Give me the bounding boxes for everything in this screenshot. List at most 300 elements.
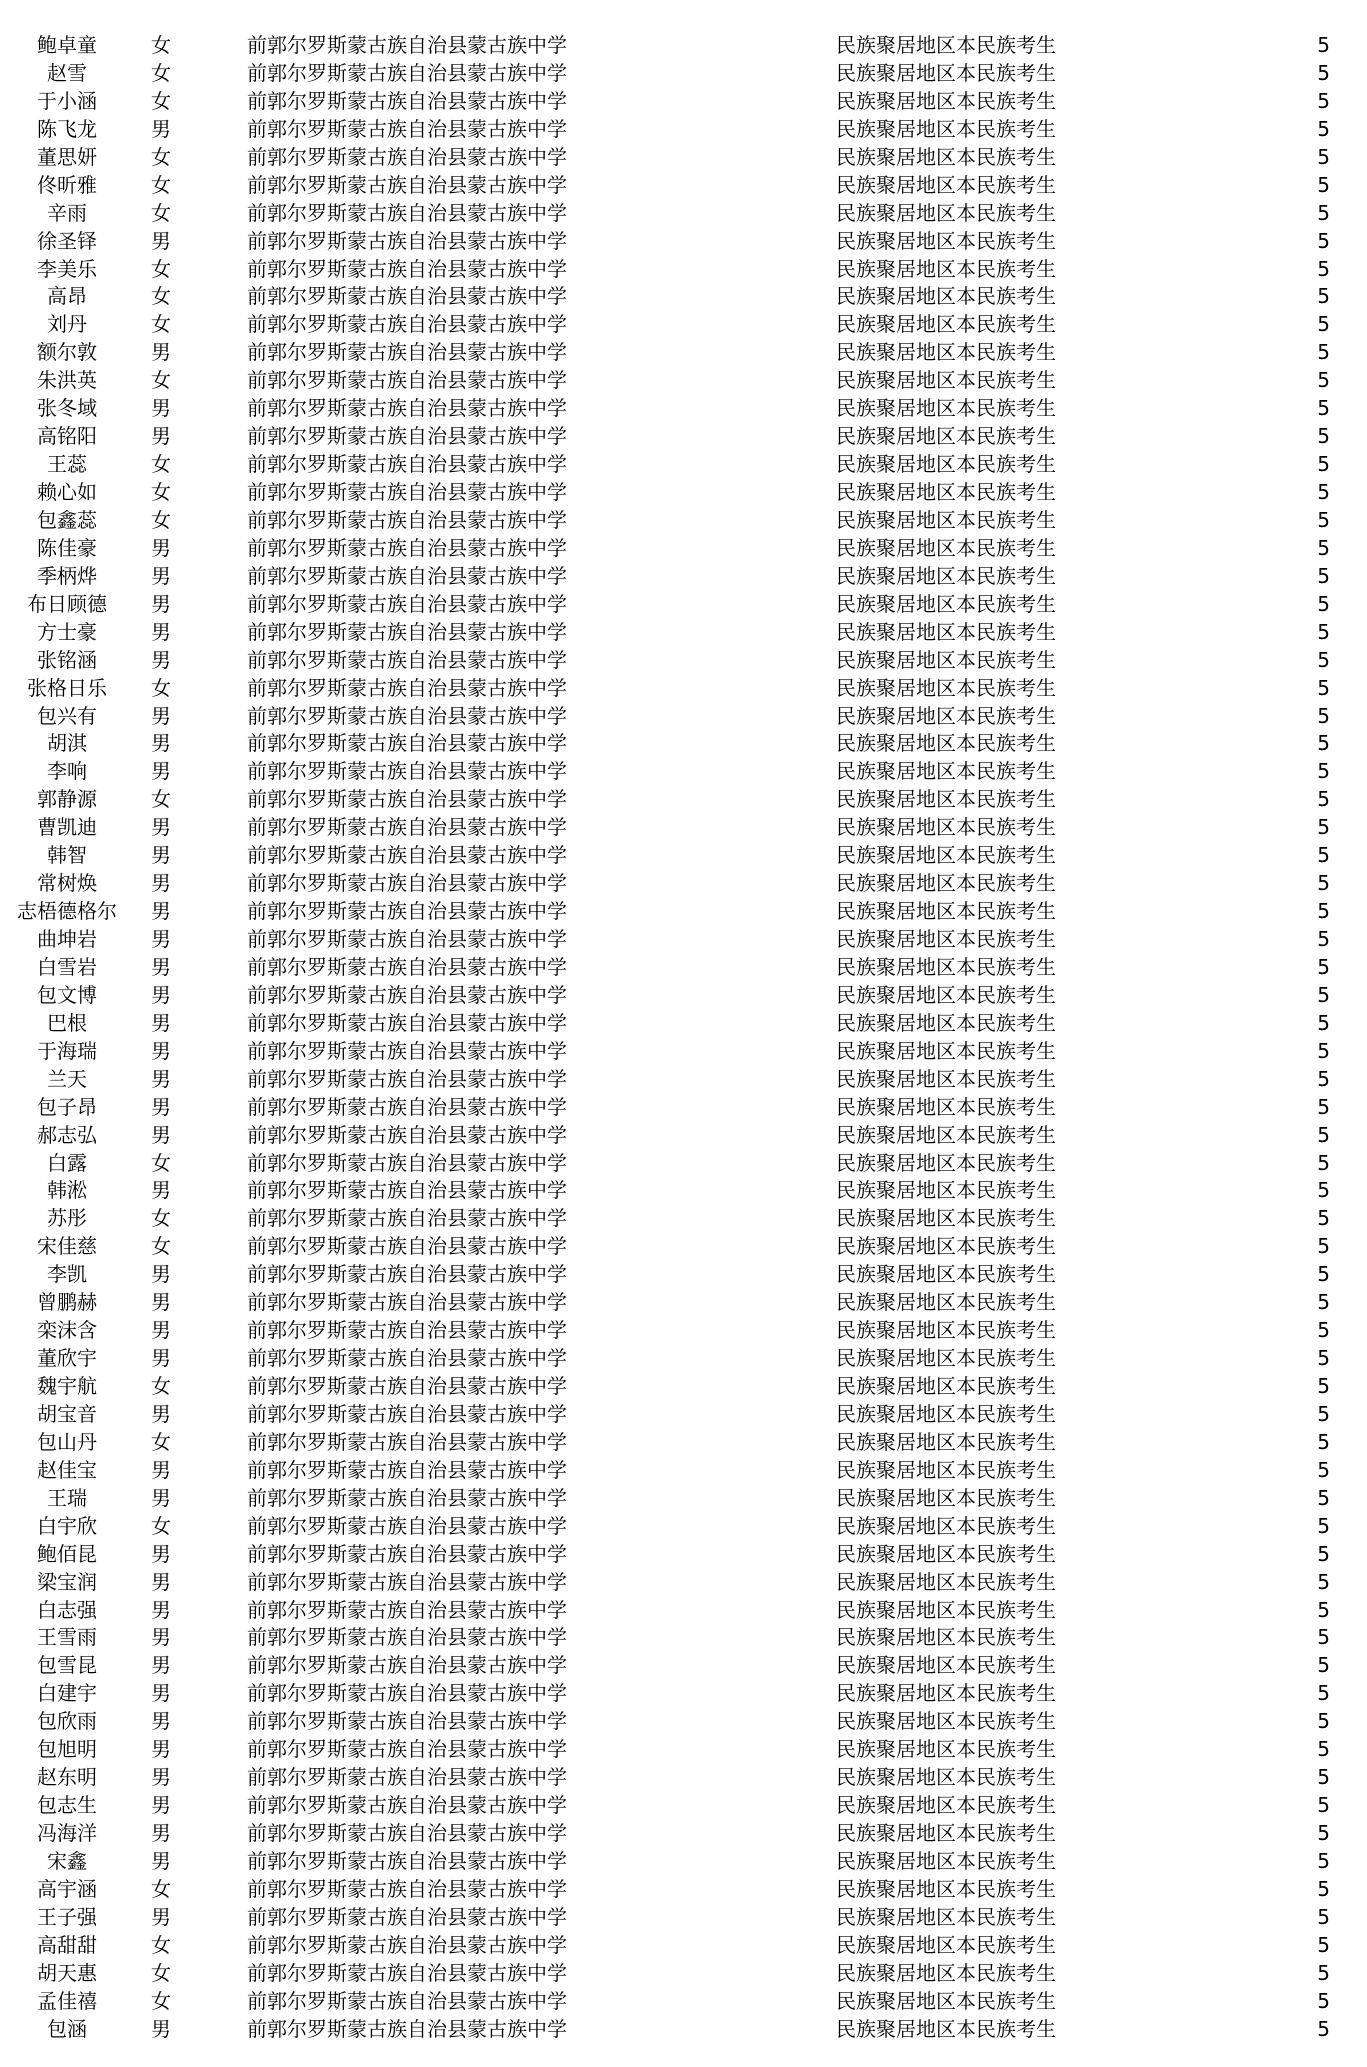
- candidate-category: 民族聚居地区本民族考生: [836, 899, 1056, 924]
- student-gender: 女: [151, 452, 171, 477]
- bonus-score: 5: [1317, 1010, 1330, 1035]
- bonus-score: 5: [1317, 1960, 1330, 1985]
- table-row: [0, 31, 1367, 59]
- table-row: [0, 674, 1367, 702]
- bonus-score: 5: [1317, 88, 1330, 113]
- student-name: 董欣宇: [37, 1346, 97, 1371]
- candidate-category: 民族聚居地区本民族考生: [836, 1625, 1056, 1650]
- bonus-score: 5: [1317, 759, 1330, 784]
- table-row: [0, 925, 1367, 953]
- bonus-score: 5: [1317, 1793, 1330, 1818]
- candidate-category: 民族聚居地区本民族考生: [836, 1904, 1056, 1929]
- student-gender: 男: [151, 871, 171, 896]
- student-name: 赵雪: [47, 60, 87, 85]
- student-gender: 男: [151, 1709, 171, 1734]
- student-gender: 男: [151, 535, 171, 560]
- table-row: [0, 506, 1367, 534]
- school-name: 前郭尔罗斯蒙古族自治县蒙古族中学: [247, 1122, 567, 1147]
- student-gender: 女: [151, 312, 171, 337]
- bonus-score: 5: [1317, 284, 1330, 309]
- table-row: [0, 813, 1367, 841]
- bonus-score: 5: [1317, 647, 1330, 672]
- student-name: 包鑫蕊: [37, 507, 97, 532]
- bonus-score: 5: [1317, 200, 1330, 225]
- student-name: 白志强: [37, 1597, 97, 1622]
- candidate-category: 民族聚居地区本民族考生: [836, 284, 1056, 309]
- student-gender: 男: [151, 1625, 171, 1650]
- table-row: [0, 841, 1367, 869]
- student-name: 曾鹏赫: [37, 1290, 97, 1315]
- bonus-score: 5: [1317, 60, 1330, 85]
- school-name: 前郭尔罗斯蒙古族自治县蒙古族中学: [247, 535, 567, 560]
- candidate-category: 民族聚居地区本民族考生: [836, 1290, 1056, 1315]
- school-name: 前郭尔罗斯蒙古族自治县蒙古族中学: [247, 1625, 567, 1650]
- student-name: 鲍佰昆: [37, 1541, 97, 1566]
- school-name: 前郭尔罗斯蒙古族自治县蒙古族中学: [247, 312, 567, 337]
- table-row: [0, 1149, 1367, 1177]
- table-row: [0, 1372, 1367, 1400]
- table-row: [0, 1065, 1367, 1093]
- candidate-category: 民族聚居地区本民族考生: [836, 1709, 1056, 1734]
- school-name: 前郭尔罗斯蒙古族自治县蒙古族中学: [247, 1429, 567, 1454]
- student-name: 王子强: [37, 1904, 97, 1929]
- table-row: [0, 1121, 1367, 1149]
- candidate-category: 民族聚居地区本民族考生: [836, 144, 1056, 169]
- bonus-score: 5: [1317, 116, 1330, 141]
- student-gender: 男: [151, 563, 171, 588]
- school-name: 前郭尔罗斯蒙古族自治县蒙古族中学: [247, 1374, 567, 1398]
- candidate-category: 民族聚居地区本民族考生: [836, 1346, 1056, 1371]
- table-row: [0, 1819, 1367, 1847]
- student-name: 包旭明: [37, 1737, 97, 1762]
- candidate-category: 民族聚居地区本民族考生: [836, 452, 1056, 477]
- table-row: [0, 478, 1367, 506]
- student-name: 高宇涵: [37, 1876, 97, 1901]
- bonus-score: 5: [1317, 1904, 1330, 1929]
- school-name: 前郭尔罗斯蒙古族自治县蒙古族中学: [247, 424, 567, 449]
- student-gender: 女: [151, 787, 171, 812]
- student-gender: 男: [151, 1318, 171, 1343]
- table-row: [0, 1232, 1367, 1260]
- school-name: 前郭尔罗斯蒙古族自治县蒙古族中学: [247, 1206, 567, 1231]
- student-name: 苏彤: [47, 1206, 87, 1231]
- bonus-score: 5: [1317, 1122, 1330, 1147]
- school-name: 前郭尔罗斯蒙古族自治县蒙古族中学: [247, 1960, 567, 1985]
- student-name: 韩淞: [47, 1178, 87, 1203]
- school-name: 前郭尔罗斯蒙古族自治县蒙古族中学: [247, 563, 567, 588]
- bonus-score: 5: [1317, 535, 1330, 560]
- bonus-score: 5: [1317, 1178, 1330, 1203]
- school-name: 前郭尔罗斯蒙古族自治县蒙古族中学: [247, 1569, 567, 1594]
- bonus-score: 5: [1317, 1709, 1330, 1734]
- table-row: [0, 981, 1367, 1009]
- bonus-score: 5: [1317, 340, 1330, 365]
- student-name: 王雪雨: [37, 1625, 97, 1650]
- student-name: 佟昕雅: [37, 172, 97, 197]
- student-name: 张格日乐: [27, 675, 107, 700]
- student-gender: 男: [151, 1569, 171, 1594]
- candidate-category: 民族聚居地区本民族考生: [836, 1737, 1056, 1762]
- student-name: 包欣雨: [37, 1709, 97, 1734]
- student-gender: 男: [151, 1122, 171, 1147]
- student-name: 额尔敦: [37, 340, 97, 365]
- bonus-score: 5: [1317, 172, 1330, 197]
- bonus-score: 5: [1317, 1597, 1330, 1622]
- student-name: 张冬域: [37, 396, 97, 421]
- student-gender: 男: [151, 1737, 171, 1762]
- candidate-category: 民族聚居地区本民族考生: [836, 480, 1056, 504]
- school-name: 前郭尔罗斯蒙古族自治县蒙古族中学: [247, 1262, 567, 1287]
- bonus-score: 5: [1317, 1094, 1330, 1119]
- school-name: 前郭尔罗斯蒙古族自治县蒙古族中学: [247, 1513, 567, 1538]
- student-gender: 男: [151, 1793, 171, 1818]
- student-name: 赖心如: [37, 480, 97, 504]
- candidate-category: 民族聚居地区本民族考生: [836, 982, 1056, 1007]
- student-gender: 女: [151, 1234, 171, 1259]
- student-name: 白建宇: [37, 1681, 97, 1706]
- candidate-category: 民族聚居地区本民族考生: [836, 1150, 1056, 1175]
- candidate-category: 民族聚居地区本民族考生: [836, 787, 1056, 812]
- student-name: 包兴有: [37, 703, 97, 728]
- candidate-category: 民族聚居地区本民族考生: [836, 1821, 1056, 1845]
- school-name: 前郭尔罗斯蒙古族自治县蒙古族中学: [247, 1094, 567, 1119]
- bonus-score: 5: [1317, 1290, 1330, 1315]
- student-name: 于海瑞: [37, 1038, 97, 1063]
- student-gender: 女: [151, 480, 171, 504]
- bonus-score: 5: [1317, 1625, 1330, 1650]
- table-row: [0, 1260, 1367, 1288]
- student-gender: 女: [151, 33, 171, 57]
- student-name: 胡淇: [47, 731, 87, 756]
- candidate-category: 民族聚居地区本民族考生: [836, 228, 1056, 253]
- bonus-score: 5: [1317, 703, 1330, 728]
- candidate-category: 民族聚居地区本民族考生: [836, 1262, 1056, 1287]
- bonus-score: 5: [1317, 256, 1330, 281]
- school-name: 前郭尔罗斯蒙古族自治县蒙古族中学: [247, 1346, 567, 1371]
- table-row: [0, 897, 1367, 925]
- student-gender: 男: [151, 1038, 171, 1063]
- table-row: [0, 1176, 1367, 1204]
- school-name: 前郭尔罗斯蒙古族自治县蒙古族中学: [247, 843, 567, 868]
- candidate-category: 民族聚居地区本民族考生: [836, 1206, 1056, 1231]
- candidate-category: 民族聚居地区本民族考生: [836, 1793, 1056, 1818]
- bonus-score: 5: [1317, 1932, 1330, 1957]
- school-name: 前郭尔罗斯蒙古族自治县蒙古族中学: [247, 1988, 567, 2013]
- student-gender: 女: [151, 1988, 171, 2013]
- table-row: [0, 1903, 1367, 1931]
- student-name: 巴根: [47, 1010, 87, 1035]
- school-name: 前郭尔罗斯蒙古族自治县蒙古族中学: [247, 1793, 567, 1818]
- table-row: [0, 1987, 1367, 2015]
- candidate-category: 民族聚居地区本民族考生: [836, 172, 1056, 197]
- student-name: 宋鑫: [47, 1848, 87, 1873]
- student-gender: 男: [151, 703, 171, 728]
- student-name: 徐圣铎: [37, 228, 97, 253]
- school-name: 前郭尔罗斯蒙古族自治县蒙古族中学: [247, 452, 567, 477]
- candidate-category: 民族聚居地区本民族考生: [836, 1010, 1056, 1035]
- bonus-score: 5: [1317, 1066, 1330, 1091]
- school-name: 前郭尔罗斯蒙古族自治县蒙古族中学: [247, 144, 567, 169]
- student-gender: 女: [151, 88, 171, 113]
- table-row: [0, 2015, 1367, 2043]
- school-name: 前郭尔罗斯蒙古族自治县蒙古族中学: [247, 228, 567, 253]
- student-gender: 男: [151, 982, 171, 1007]
- student-name: 白雪岩: [37, 954, 97, 979]
- student-gender: 女: [151, 256, 171, 281]
- bonus-score: 5: [1317, 927, 1330, 951]
- table-row: [0, 87, 1367, 115]
- student-gender: 男: [151, 1597, 171, 1622]
- school-name: 前郭尔罗斯蒙古族自治县蒙古族中学: [247, 1290, 567, 1315]
- student-name: 郭静源: [37, 787, 97, 812]
- candidate-category: 民族聚居地区本民族考生: [836, 954, 1056, 979]
- table-row: [0, 59, 1367, 87]
- table-row: [0, 394, 1367, 422]
- candidate-category: 民族聚居地区本民族考生: [836, 2016, 1056, 2041]
- school-name: 前郭尔罗斯蒙古族自治县蒙古族中学: [247, 1457, 567, 1482]
- bonus-score: 5: [1317, 1681, 1330, 1706]
- student-gender: 女: [151, 200, 171, 225]
- school-name: 前郭尔罗斯蒙古族自治县蒙古族中学: [247, 982, 567, 1007]
- bonus-score: 5: [1317, 144, 1330, 169]
- school-name: 前郭尔罗斯蒙古族自治县蒙古族中学: [247, 33, 567, 57]
- student-name: 白露: [47, 1150, 87, 1175]
- candidate-category: 民族聚居地区本民族考生: [836, 396, 1056, 421]
- student-name: 李美乐: [37, 256, 97, 281]
- student-name: 季柄烨: [37, 563, 97, 588]
- student-name: 董思妍: [37, 144, 97, 169]
- student-gender: 男: [151, 116, 171, 141]
- bonus-score: 5: [1317, 899, 1330, 924]
- bonus-score: 5: [1317, 1429, 1330, 1454]
- bonus-score: 5: [1317, 1821, 1330, 1845]
- bonus-score: 5: [1317, 1988, 1330, 2013]
- student-gender: 男: [151, 1401, 171, 1426]
- student-gender: 男: [151, 954, 171, 979]
- school-name: 前郭尔罗斯蒙古族自治县蒙古族中学: [247, 1010, 567, 1035]
- candidate-category: 民族聚居地区本民族考生: [836, 1513, 1056, 1538]
- candidate-category: 民族聚居地区本民族考生: [836, 619, 1056, 644]
- school-name: 前郭尔罗斯蒙古族自治县蒙古族中学: [247, 1765, 567, 1790]
- student-name: 曲坤岩: [37, 927, 97, 951]
- table-row: [0, 171, 1367, 199]
- student-gender: 女: [151, 1876, 171, 1901]
- table-row: [0, 1875, 1367, 1903]
- bonus-score: 5: [1317, 1765, 1330, 1790]
- table-row: [0, 1623, 1367, 1651]
- candidate-category: 民族聚居地区本民族考生: [836, 1765, 1056, 1790]
- table-row: [0, 199, 1367, 227]
- student-gender: 男: [151, 1765, 171, 1790]
- student-gender: 男: [151, 1178, 171, 1203]
- bonus-score: 5: [1317, 1401, 1330, 1426]
- student-gender: 女: [151, 1960, 171, 1985]
- bonus-score: 5: [1317, 228, 1330, 253]
- student-gender: 男: [151, 843, 171, 868]
- student-name: 白宇欣: [37, 1513, 97, 1538]
- table-row: [0, 785, 1367, 813]
- candidate-category: 民族聚居地区本民族考生: [836, 1485, 1056, 1510]
- candidate-category: 民族聚居地区本民族考生: [836, 1066, 1056, 1091]
- table-row: [0, 1288, 1367, 1316]
- school-name: 前郭尔罗斯蒙古族自治县蒙古族中学: [247, 1401, 567, 1426]
- school-name: 前郭尔罗斯蒙古族自治县蒙古族中学: [247, 647, 567, 672]
- bonus-score: 5: [1317, 1569, 1330, 1594]
- student-gender: 女: [151, 1932, 171, 1957]
- candidate-category: 民族聚居地区本民族考生: [836, 1681, 1056, 1706]
- table-row: [0, 1651, 1367, 1679]
- school-name: 前郭尔罗斯蒙古族自治县蒙古族中学: [247, 703, 567, 728]
- school-name: 前郭尔罗斯蒙古族自治县蒙古族中学: [247, 1904, 567, 1929]
- candidate-category: 民族聚居地区本民族考生: [836, 535, 1056, 560]
- student-gender: 男: [151, 759, 171, 784]
- table-row: [0, 702, 1367, 730]
- bonus-score: 5: [1317, 1346, 1330, 1371]
- school-name: 前郭尔罗斯蒙古族自治县蒙古族中学: [247, 1821, 567, 1845]
- bonus-score: 5: [1317, 619, 1330, 644]
- candidate-category: 民族聚居地区本民族考生: [836, 60, 1056, 85]
- student-name: 方士豪: [37, 619, 97, 644]
- candidate-category: 民族聚居地区本民族考生: [836, 563, 1056, 588]
- student-gender: 男: [151, 1262, 171, 1287]
- bonus-score: 5: [1317, 1848, 1330, 1873]
- student-gender: 男: [151, 1066, 171, 1091]
- student-gender: 女: [151, 1374, 171, 1398]
- candidate-category: 民族聚居地区本民族考生: [836, 1597, 1056, 1622]
- candidate-category: 民族聚居地区本民族考生: [836, 1429, 1056, 1454]
- student-gender: 男: [151, 927, 171, 951]
- table-row: [0, 1763, 1367, 1791]
- student-name: 王瑞: [47, 1485, 87, 1510]
- student-name: 鲍卓童: [37, 33, 97, 57]
- student-gender: 男: [151, 1681, 171, 1706]
- student-gender: 男: [151, 731, 171, 756]
- table-row: [0, 338, 1367, 366]
- candidate-category: 民族聚居地区本民族考生: [836, 1401, 1056, 1426]
- school-name: 前郭尔罗斯蒙古族自治县蒙古族中学: [247, 619, 567, 644]
- school-name: 前郭尔罗斯蒙古族自治县蒙古族中学: [247, 1150, 567, 1175]
- bonus-score: 5: [1317, 1653, 1330, 1678]
- student-gender: 女: [151, 1150, 171, 1175]
- table-row: [0, 757, 1367, 785]
- school-name: 前郭尔罗斯蒙古族自治县蒙古族中学: [247, 927, 567, 951]
- table-row: [0, 1959, 1367, 1987]
- table-row: [0, 646, 1367, 674]
- school-name: 前郭尔罗斯蒙古族自治县蒙古族中学: [247, 172, 567, 197]
- student-gender: 女: [151, 507, 171, 532]
- school-name: 前郭尔罗斯蒙古族自治县蒙古族中学: [247, 759, 567, 784]
- student-name: 张铭涵: [37, 647, 97, 672]
- table-row: [0, 1540, 1367, 1568]
- table-row: [0, 953, 1367, 981]
- table-row: [0, 534, 1367, 562]
- student-gender: 男: [151, 815, 171, 840]
- school-name: 前郭尔罗斯蒙古族自治县蒙古族中学: [247, 200, 567, 225]
- student-name: 胡天惠: [37, 1960, 97, 1985]
- school-name: 前郭尔罗斯蒙古族自治县蒙古族中学: [247, 591, 567, 616]
- candidate-category: 民族聚居地区本民族考生: [836, 1234, 1056, 1259]
- table-row: [0, 366, 1367, 394]
- table-row: [0, 422, 1367, 450]
- candidate-category: 民族聚居地区本民族考生: [836, 507, 1056, 532]
- school-name: 前郭尔罗斯蒙古族自治县蒙古族中学: [247, 116, 567, 141]
- bonus-score: 5: [1317, 787, 1330, 812]
- student-name: 郝志弘: [37, 1122, 97, 1147]
- student-name: 辛雨: [47, 200, 87, 225]
- bonus-score: 5: [1317, 871, 1330, 896]
- table-row: [0, 450, 1367, 478]
- student-name: 兰天: [47, 1066, 87, 1091]
- table-row: [0, 1037, 1367, 1065]
- school-name: 前郭尔罗斯蒙古族自治县蒙古族中学: [247, 1932, 567, 1957]
- school-name: 前郭尔罗斯蒙古族自治县蒙古族中学: [247, 1876, 567, 1901]
- bonus-score: 5: [1317, 1318, 1330, 1343]
- student-name: 魏宇航: [37, 1374, 97, 1398]
- school-name: 前郭尔罗斯蒙古族自治县蒙古族中学: [247, 1597, 567, 1622]
- candidate-category: 民族聚居地区本民族考生: [836, 88, 1056, 113]
- student-name: 包雪昆: [37, 1653, 97, 1678]
- school-name: 前郭尔罗斯蒙古族自治县蒙古族中学: [247, 675, 567, 700]
- student-name: 栾沫含: [37, 1318, 97, 1343]
- bonus-score: 5: [1317, 591, 1330, 616]
- bonus-score: 5: [1317, 1737, 1330, 1762]
- bonus-score: 5: [1317, 731, 1330, 756]
- student-gender: 女: [151, 1429, 171, 1454]
- table-row: [0, 1679, 1367, 1707]
- bonus-score: 5: [1317, 1206, 1330, 1231]
- candidate-category: 民族聚居地区本民族考生: [836, 33, 1056, 57]
- candidate-category: 民族聚居地区本民族考生: [836, 424, 1056, 449]
- table-row: [0, 310, 1367, 338]
- school-name: 前郭尔罗斯蒙古族自治县蒙古族中学: [247, 256, 567, 281]
- candidate-category: 民族聚居地区本民族考生: [836, 256, 1056, 281]
- candidate-category: 民族聚居地区本民族考生: [836, 1960, 1056, 1985]
- candidate-category: 民族聚居地区本民族考生: [836, 1569, 1056, 1594]
- candidate-category: 民族聚居地区本民族考生: [836, 1932, 1056, 1957]
- student-name: 高昂: [47, 284, 87, 309]
- bonus-score: 5: [1317, 1150, 1330, 1175]
- student-name: 李凯: [47, 1262, 87, 1287]
- candidate-category: 民族聚居地区本民族考生: [836, 1457, 1056, 1482]
- candidate-category: 民族聚居地区本民族考生: [836, 1318, 1056, 1343]
- table-row: [0, 1400, 1367, 1428]
- table-row: [0, 1596, 1367, 1624]
- student-gender: 男: [151, 424, 171, 449]
- bonus-score: 5: [1317, 1541, 1330, 1566]
- table-row: [0, 115, 1367, 143]
- school-name: 前郭尔罗斯蒙古族自治县蒙古族中学: [247, 2016, 567, 2041]
- school-name: 前郭尔罗斯蒙古族自治县蒙古族中学: [247, 507, 567, 532]
- candidate-category: 民族聚居地区本民族考生: [836, 116, 1056, 141]
- student-name: 常树焕: [37, 871, 97, 896]
- student-gender: 男: [151, 1848, 171, 1873]
- bonus-score: 5: [1317, 1262, 1330, 1287]
- student-gender: 女: [151, 60, 171, 85]
- school-name: 前郭尔罗斯蒙古族自治县蒙古族中学: [247, 954, 567, 979]
- school-name: 前郭尔罗斯蒙古族自治县蒙古族中学: [247, 815, 567, 840]
- student-gender: 男: [151, 1904, 171, 1929]
- table-row: [0, 1931, 1367, 1959]
- school-name: 前郭尔罗斯蒙古族自治县蒙古族中学: [247, 1485, 567, 1510]
- school-name: 前郭尔罗斯蒙古族自治县蒙古族中学: [247, 899, 567, 924]
- student-name: 李响: [47, 759, 87, 784]
- school-name: 前郭尔罗斯蒙古族自治县蒙古族中学: [247, 1737, 567, 1762]
- school-name: 前郭尔罗斯蒙古族自治县蒙古族中学: [247, 871, 567, 896]
- candidate-category: 民族聚居地区本民族考生: [836, 1541, 1056, 1566]
- candidate-category: 民族聚居地区本民族考生: [836, 312, 1056, 337]
- student-gender: 女: [151, 1513, 171, 1538]
- candidate-category: 民族聚居地区本民族考生: [836, 1848, 1056, 1873]
